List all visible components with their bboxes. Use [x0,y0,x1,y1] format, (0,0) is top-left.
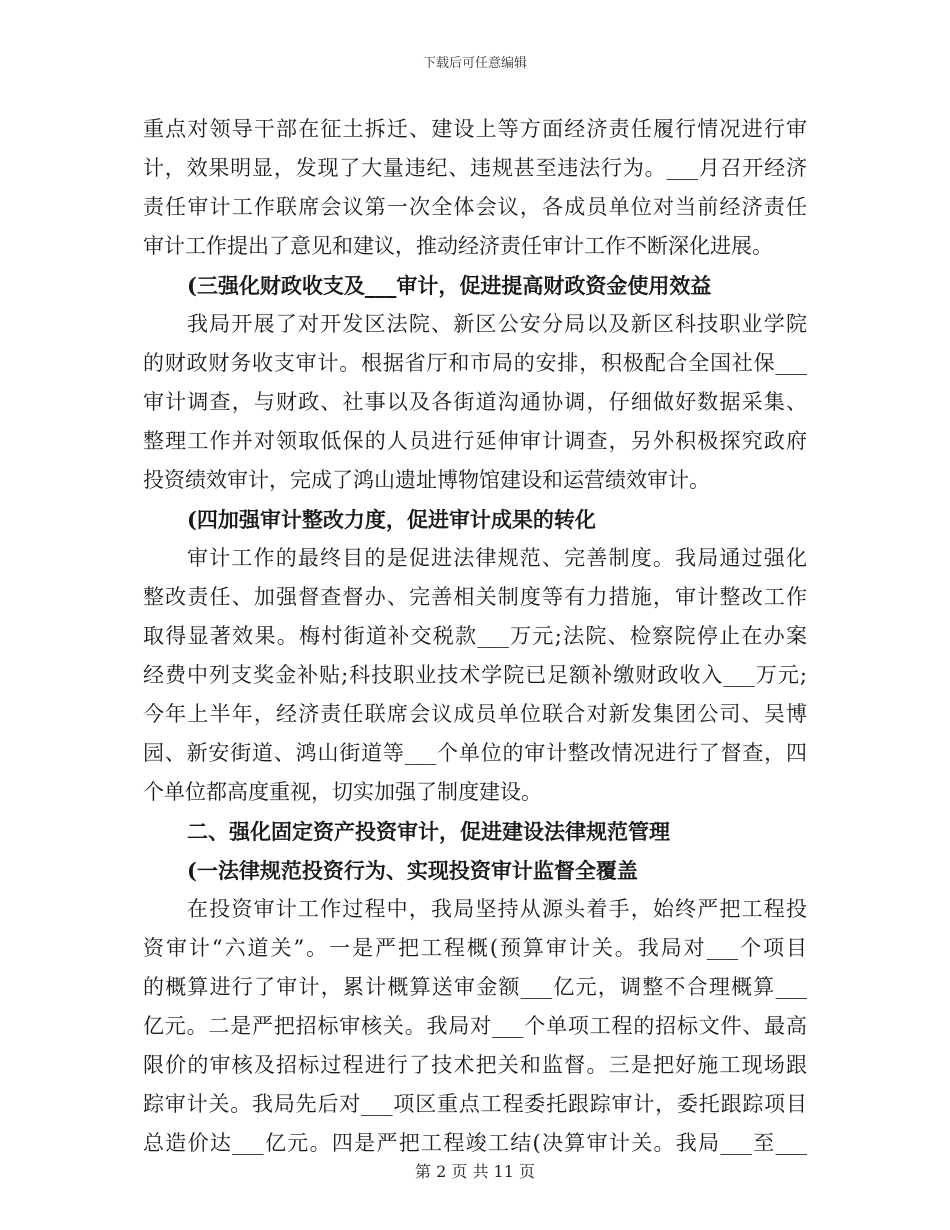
chapter-heading: 二、强化固定资产投资审计，促进建设法律规范管理 [187,819,670,844]
page-number: 第 2 页 共 11 页 [415,1162,535,1181]
paragraph-line: 总造价达___亿元。四是严把工程竣工结(决算审计关。我局___至___ [143,1131,807,1155]
paragraph-line: 在投资审计工作过程中，我局坚持从源头着手，始终严把工程投 [187,897,807,921]
paragraph-line: 经费中列支奖金补贴;科技职业技术学院已足额补缴财政收入___万元; [143,663,807,687]
paragraph-line: 整理工作并对领取低保的人员进行延伸审计调查，另外积极探究政府 [143,429,807,453]
paragraph-line: 限价的审核及招标过程进行了技术把关和监督。三是把好施工现场跟 [143,1053,807,1077]
paragraph-line: 责任审计工作联席会议第一次全体会议，各成员单位对当前经济责任 [143,195,807,219]
paragraph-line: 重点对领导干部在征土拆迁、建设上等方面经济责任履行情况进行审 [143,117,807,141]
paragraph-line: 亿元。二是严把招标审核关。我局对___个单项工程的招标文件、最高 [143,1014,807,1038]
document-body [143,110,807,1163]
paragraph-line: 投资绩效审计，完成了鸿山遗址博物馆建设和运营绩效审计。 [143,468,710,492]
section-heading: (四加强审计整改力度，促进审计成果的转化 [187,507,596,532]
paragraph-line: 的概算进行了审计，累计概算送审金额___亿元，调整不合理概算___ [143,975,807,999]
page-header: 下载后可任意编辑 [422,56,527,71]
paragraph-line: 取得显著效果。梅村街道补交税款___万元;法院、检察院停止在办案 [143,624,807,648]
paragraph-line: 园、新安街道、鸿山街道等___个单位的审计整改情况进行了督查，四 [143,741,807,765]
paragraph-line: 资审计“六道关”。一是严把工程概(预算审计关。我局对___个项目 [143,936,807,960]
paragraph-line: 踪审计关。我局先后对___项区重点工程委托跟踪审计，委托跟踪项目 [143,1092,807,1116]
paragraph-line: 整改责任、加强督查督办、完善相关制度等有力措施，审计整改工作 [143,585,807,609]
paragraph-line: 审计工作提出了意见和建议，推动经济责任审计工作不断深化进展。 [143,234,773,258]
paragraph-line: 审计调查，与财政、社事以及各街道沟通协调，仔细做好数据采集、 [143,390,807,414]
paragraph-line: 今年上半年，经济责任联席会议成员单位联合对新发集团公司、吴博 [143,702,807,726]
paragraph-line: 我局开展了对开发区法院、新区公安分局以及新区科技职业学院 [187,312,807,336]
paragraph-line: 的财政财务收支审计。根据省厅和市局的安排，积极配合全国社保___ [143,351,807,375]
paragraph-line: 审计工作的最终目的是促进法律规范、完善制度。我局通过强化 [187,546,807,570]
section-heading: (一法律规范投资行为、实现投资审计监督全覆盖 [187,858,638,883]
section-heading: (三强化财政收支及___审计，促进提高财政资金使用效益 [187,273,712,298]
paragraph-line: 计，效果明显，发现了大量违纪、违规甚至违法行为。___月召开经济 [143,156,807,180]
paragraph-line: 个单位都高度重视，切实加强了制度建设。 [143,780,542,804]
